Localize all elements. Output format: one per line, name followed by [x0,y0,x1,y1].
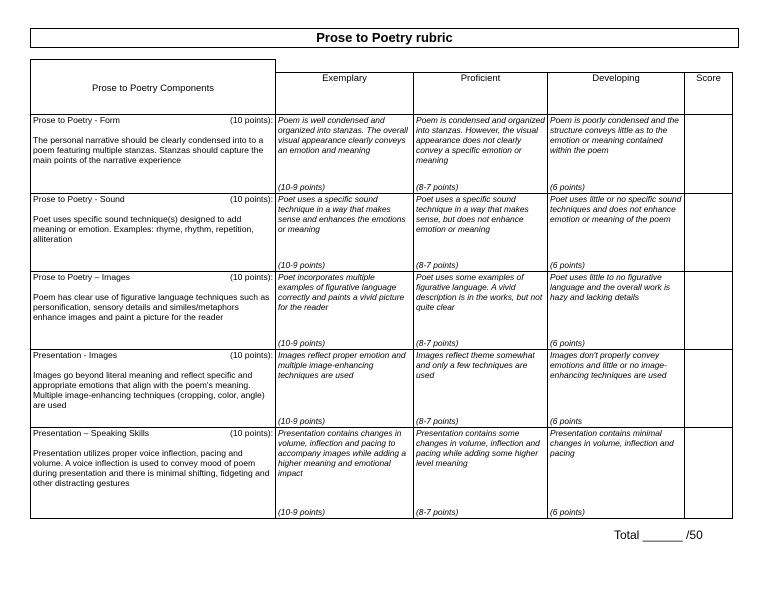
proficient-cell [414,428,548,519]
developing-points: (6 points) [550,507,585,517]
rubric-table [30,72,733,519]
rubric-row [31,272,733,350]
component-name: Prose to Poetry - Sound [33,194,125,204]
developing-cell [548,194,685,272]
developing-cell [548,115,685,194]
proficient-cell [414,115,548,194]
developing-points: (6 points [550,416,583,426]
column-header-developing: Developing [548,73,685,115]
developing-text: Poem is poorly condensed and the structure conveys little as to the emotion or meaning contained within the poem [550,115,679,155]
score-cell[interactable] [685,115,733,194]
component-cell [31,350,276,428]
column-header-score: Score [685,73,733,115]
component-name: Prose to Poetry - Form [33,115,120,125]
developing-cell [548,272,685,350]
exemplary-points: (10-9 points) [278,260,326,270]
proficient-cell [414,194,548,272]
component-points: (10 points): [230,428,273,438]
rubric-title: Prose to Poetry rubric [30,28,739,48]
exemplary-cell [276,350,414,428]
proficient-points: (8-7 points) [416,260,459,270]
component-title [33,272,273,282]
component-cell [31,115,276,194]
exemplary-points: (10-9 points) [278,507,326,517]
component-points: (10 points): [230,194,273,204]
rubric-row [31,428,733,519]
component-cell [31,428,276,519]
score-cell[interactable] [685,194,733,272]
component-title [33,350,273,360]
column-header-exemplary: Exemplary [276,73,414,115]
proficient-points: (8-7 points) [416,338,459,348]
developing-text: Images don't properly convey emotions and little or no image-enhancing techniques are used [550,350,667,380]
rubric-row [31,115,733,194]
exemplary-cell [276,428,414,519]
developing-text: Poet uses little or no specific sound techniques and does not enhance emotion or meaning of the poem [550,194,682,224]
components-header-label: Prose to Poetry Components [92,83,214,94]
proficient-text: Poem is condensed and organized into stanzas. However, the visual appearance does not clearly convey a specific emotion or meaning [416,115,545,165]
component-name: Presentation - Images [33,350,118,360]
proficient-points: (8-7 points) [416,507,459,517]
component-description: Images go beyond literal meaning and reflect specific and appropriate emotions that align with the poem's meaning. Multiple image-enhancing techniques (cropping, color, angle) are used [33,370,265,410]
proficient-text: Presentation contains some changes in volume, inflection and pacing while adding some higher level meaning [416,428,540,468]
exemplary-text: Poet incorporates multiple examples of figurative language correctly and paints a vivid picture for the reader [278,272,405,312]
component-title [33,115,273,125]
exemplary-text: Poem is well condensed and organized into stanzas. The overall visual appearance clearly conveys an emotion and meaning [278,115,408,155]
component-points: (10 points): [230,350,273,360]
exemplary-cell [276,272,414,350]
proficient-points: (8-7 points) [416,416,459,426]
component-title [33,428,273,438]
component-description: Poem has clear use of figurative language techniques such as personification, sensory details and similes/metaphors enhance images and paint a picture for the reader [33,292,270,322]
proficient-text: Poet uses a specific sound technique in a way that makes sense, but does not enhance emotion or meaning [416,194,529,234]
proficient-text: Poet uses some examples of figurative language. A vivid description is in the works, but not quite clear [416,272,543,312]
exemplary-points: (10-9 points) [278,338,326,348]
total-label: Total ______ /50 [614,528,703,542]
component-name: Prose to Poetry – Images [33,272,130,282]
component-description: Presentation utilizes proper voice inflection, pacing and volume. A voice inflection is used to convey mood of poem during presentation and there is minimal shifting, fidgeting and other distracting gestures [33,448,270,488]
developing-points: (6 points) [550,260,585,270]
exemplary-text: Poet uses a specific sound technique in a way that makes sense and enhances the emotions or meaning [278,194,406,234]
component-cell [31,194,276,272]
component-name: Presentation – Speaking Skills [33,428,150,438]
component-points: (10 points): [230,272,273,282]
developing-points: (6 points) [550,182,585,192]
component-points: (10 points): [230,115,273,125]
blank-header-cell [31,73,276,115]
developing-cell [548,428,685,519]
developing-text: Poet uses little to no figurative language and the overall work is hazy and lacking details [550,272,671,302]
exemplary-cell [276,194,414,272]
exemplary-text: Presentation contains changes in volume, inflection and pacing to accompany images while adding a higher meaning and emotional impact [278,428,407,478]
column-header-proficient: Proficient [414,73,548,115]
developing-points: (6 points) [550,338,585,348]
score-cell[interactable] [685,272,733,350]
proficient-cell [414,272,548,350]
rubric-row [31,350,733,428]
component-description: The personal narrative should be clearly condensed into to a poem featuring multiple stanzas. Stanzas should capture the main points of the narrative experience [33,135,264,165]
score-cell[interactable] [685,350,733,428]
rubric-row [31,194,733,272]
developing-cell [548,350,685,428]
proficient-points: (8-7 points) [416,182,459,192]
component-title [33,194,273,204]
proficient-text: Images reflect theme somewhat and only a few techniques are used [416,350,535,380]
exemplary-points: (10-9 points) [278,182,326,192]
header-row [31,73,733,115]
component-description: Poet uses specific sound technique(s) designed to add meaning or emotion. Examples: rhyme, rhythm, repetition, alliteration [33,214,254,244]
developing-text: Presentation contains minimal changes in volume, inflection and pacing [550,428,674,458]
component-cell [31,272,276,350]
proficient-cell [414,350,548,428]
exemplary-cell [276,115,414,194]
exemplary-text: Images reflect proper emotion and multiple image-enhancing techniques are used [278,350,406,380]
exemplary-points: (10-9 points) [278,416,326,426]
score-cell[interactable] [685,428,733,519]
